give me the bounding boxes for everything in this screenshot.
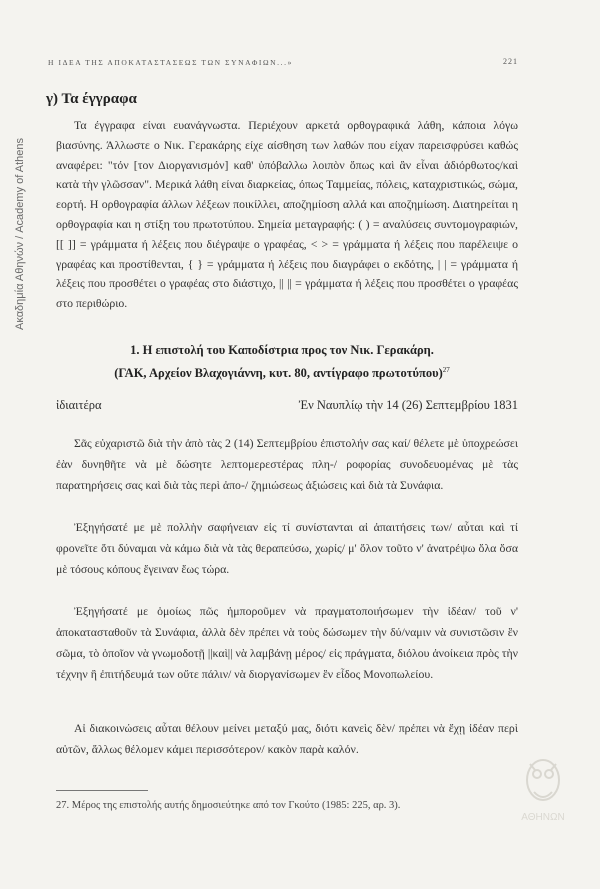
letter-title-line2-wrap — [56, 360, 508, 383]
letter-title-line2: (ΓΑΚ, Αρχείον Βλαχογιάννη, κυτ. 80, αντίγραφο πρωτοτύπου) — [114, 366, 443, 381]
academy-watermark — [14, 30, 28, 330]
letter-paragraph: Ἐξηγήσατέ με ὁμοίως πῶς ἠμποροῦμεν νὰ πραγματοποιήσωμεν τὴν ἰδέαν/ τοῦ ν' ἀποκατασταθοῦν τὰ Συνάφια, ἀλλὰ δὲν πρέπει νὰ τοὺς δώσωμεν τὴν δύ/ναμιν νὰ συνιστῶσιν ἓν σῶμα, τὸ ὁποῖον νὰ γνωμοδοτῇ ||καὶ|| νὰ λαμβάνῃ μέρος/ εἰς πράγματα, διόλου ἀνοίκεια πρὸς τὴν τέχνην ἢ ἐπιτήδευμά των οὔτε πάλιν/ νὰ διοργανίσωμεν ἓν εἶδος Μονοπωλείου. — [56, 604, 518, 681]
footnote-divider — [56, 790, 148, 791]
footnote: 27. Μέρος της επιστολής αυτής δημοσιεύτηκε από τον Γκούτο (1985: 225, αρ. 3). — [56, 800, 401, 811]
page-number: 221 — [503, 57, 518, 66]
owl-stamp-icon — [508, 752, 578, 832]
letter-paragraph: Ἐξηγήσατέ με μὲ πολλὴν σαφήνειαν εἰς τί συνίστανται αἱ ἀπαιτήσεις των/ αὗται καὶ τί φρονεῖτε ὅτι δύναμαι νὰ κάμω διὰ νὰ τὰς θεραπεύσω, χωρίς/ μ' ὅλον τοῦτο ν' ἀνατρέψω ὅλα ὅσα μὲ τόσους κόπους ἔγειναν ἕως τώρα. — [56, 520, 518, 576]
watermark-text: Ακαδημία Αθηνών / Academy of Athens — [14, 137, 26, 330]
letter-paragraph: Αἱ διακοινώσεις αὗται θέλουν μείνει μεταξύ μας, διότι κανεὶς δὲν/ πρέπει νὰ ἔχῃ ἰδέαν περὶ αὐτῶν, ἄλλως θέλομεν κάμει περισσότερον/ κακὸν παρὰ καλόν. — [56, 721, 518, 756]
letter-paragraph: Σᾶς εὐχαριστῶ διὰ τὴν ἀπὸ τὰς 2 (14) Σεπτεμβρίου ἐπιστολήν σας καί/ θέλετε μὲ ὑποχρεώσει ἐὰν δυνηθῆτε νὰ μὲ δώσητε λεπτομερεστέρας πλη-/ ροφορίας συνοδευομένας μὲ τὰς παρατηρήσεις σας καὶ διὰ τὰς περὶ ἀπο-/ ζημιώσεως ἀξιώσεις καὶ διὰ τὰ Συνάφια. — [56, 436, 518, 492]
stamp-text: ΑΘΗΝΩΝ — [521, 812, 565, 823]
footnote-reference: 27 — [442, 366, 450, 374]
dateline-private: ἰδιαιτέρα — [56, 398, 102, 412]
intro-text: Τα έγγραφα είναι ευανάγνωστα. Περιέχουν αρκετά ορθογραφικά λάθη, κάποια λόγω βιασύνης. Άλλωστε ο Νικ. Γερακάρης είχε αίσθηση των λαθών που είχαν παρεισφρύσει καθώς αναφέρει: "τόν [τον Διοργανισμόν] καθ' ὑπόβαλλω λοιπὸν ὅπως καὶ ἂν εἶναι ἀδιόρθωτος/καὶ κατὰ τὴν γλῶσσαν". Μερικά λάθη είναι διαρκείας, όπως Ταμμείας, πόλεις, καταχριστικώς, σώμα, εορτή. Η ορθογραφία άλλων λέξεων ποικίλλει, αποζημίοση αλλά και αποζημίωση. Διατηρείται η ορθογραφία και η στίξη του πρωτοτύπου. Σημεία μεταγραφής: ( ) = αναλύσεις συντομογραφιών, [[ ]] = γράμματα ή λέξεις που διέγραψε ο γραφέας, < > = γράμματα ή λέξεις που παρέλειψε ο γραφέας και προστίθενται, { } = γράμματα ή λέξεις που διαγράφει ο εκδότης, | | = γράμματα ή λέξεις που προσθέτει ο γραφέας στο διάστιχο, || || = γράμματα ή λέξεις που προσθέτει ο γραφέας στο περιθώριο. — [56, 118, 518, 311]
dateline-place-date: Ἐν Ναυπλίῳ τὴν 14 (26) Σεπτεμβρίου 1831 — [298, 398, 518, 412]
library-stamp-logo — [508, 752, 578, 832]
section-heading: γ) Τα έγγραφα — [46, 91, 137, 107]
letter-heading — [56, 340, 508, 383]
intro-paragraph — [56, 116, 518, 314]
letter-title-line1: 1. Η επιστολή του Καποδίστρια προς τον Νικ. Γερακάρη. — [130, 343, 434, 357]
running-head: Η ΙΔΕΑ ΤΗΣ ΑΠΟΚΑΤΑΣΤΑΣΕΩΣ ΤΩΝ ΣΥΝΑΦΙΩΝ...» — [48, 58, 293, 67]
